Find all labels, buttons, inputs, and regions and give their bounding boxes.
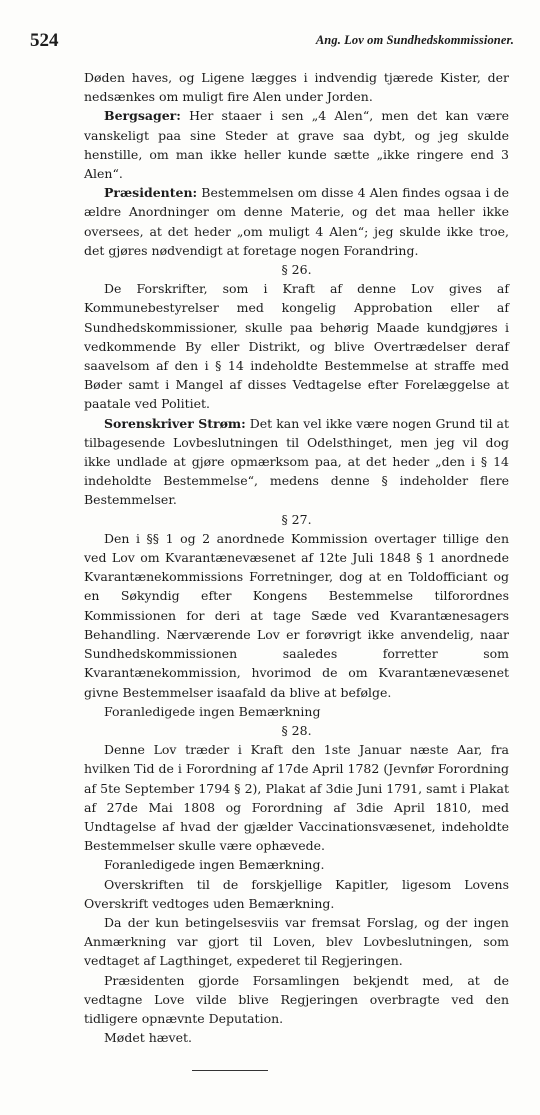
document-body — [84, 68, 509, 1047]
paragraph — [84, 971, 509, 1029]
paragraph-text: Døden haves, og Ligene lægges i indvendig tjærede Kister, der nedsænkes om muligt fire Alen under Jorden. — [84, 70, 509, 105]
paragraph-text: Foranledigede ingen Bemærkning. — [104, 857, 325, 873]
paragraph — [84, 740, 509, 855]
paragraph-text: Da der kun betingelsesviis var fremsat Forslag, og der ingen Anmærkning var gjort til Loven, blev Lovbeslutningen, som vedtaget af Lagthinget, expederet til Regjeringen. — [84, 914, 509, 969]
paragraph-text: Det kan vel ikke være nogen Grund til at tilbagesende Lovbeslutningen til Odelsthinget, men jeg vil dog ikke undlade at gjøre opmærksom paa, at det heder „den i § 14 indeholdte Bestemmelse“, medens denne § indeholder flere Bestemmelser. — [84, 415, 509, 508]
paragraph-text: § 28. — [281, 722, 312, 738]
section-heading — [84, 260, 509, 279]
section-heading — [84, 721, 509, 740]
section-heading — [84, 510, 509, 529]
paragraph-text: Denne Lov træder i Kraft den 1ste Januar næste Aar, fra hvilken Tid de i Forordning af 17de April 1782 (Jevnfør Forordning af 5te September 1794 § 2), Plakat af 3die Juni 1791, samt i Plakat af 27de Mai 1808 og Forordning af 3die April 1810, med Undtagelse af hvad der gjælder Vaccinationsvæsenet, indeholdte Bestemmelser skulle være ophævede. — [84, 742, 509, 854]
paragraph-text: Mødet hævet. — [104, 1030, 192, 1046]
paragraph — [84, 913, 509, 971]
paragraph-text: De Forskrifter, som i Kraft af denne Lov gives af Kommunebestyrelser med kongelig Approbation eller af Sundhedskommissioner, skulle paa behørig Maade kundgjøres i vedkommende By eller Distrikt, og blive Overtrædelser deraf saavelsom af den i § 14 indeholdte Bestemmelse at straffe med Bøder samt i Mangel af disses Vedtagelse efter Forelæggelse at paatale ved Politiet. — [84, 281, 509, 412]
speaker-name: Præsidenten: — [104, 185, 198, 201]
speaker-name: Bergsager: — [104, 108, 181, 124]
paragraph — [84, 183, 509, 260]
paragraph-text: § 26. — [281, 262, 312, 278]
paragraph — [84, 414, 509, 510]
end-rule — [192, 1070, 268, 1071]
paragraph — [84, 279, 509, 413]
paragraph-text: § 27. — [281, 511, 312, 527]
paragraph-text: Foranledigede ingen Bemærkning — [104, 703, 321, 719]
page-header — [30, 30, 514, 54]
paragraph-text: Præsidenten gjorde Forsamlingen bekjendt med, at de vedtagne Love vilde blive Regjeringen overbragte ved den tidligere opnævnte Deputation. — [84, 972, 509, 1026]
paragraph — [84, 702, 509, 721]
paragraph-text: Overskriften til de forskjellige Kapitler, ligesom Lovens Overskrift vedtoges uden Bemærkning. — [84, 876, 509, 911]
running-head: Ang. Lov om Sundhedskommissioner. — [315, 33, 514, 47]
paragraph — [84, 106, 509, 183]
paragraph — [84, 68, 509, 106]
page-number: 524 — [30, 30, 59, 51]
paragraph — [84, 1028, 509, 1047]
paragraph — [84, 529, 509, 702]
paragraph — [84, 855, 509, 874]
speaker-name: Sorenskriver Strøm: — [104, 415, 246, 431]
paragraph — [84, 875, 509, 913]
paragraph-text: Her staaer i sen „4 Alen“, men det kan være vanskeligt paa sine Steder at grave saa dybt, og jeg skulde henstille, om man ikke heller kunde sætte „ikke ringere end 3 Alen“. — [84, 108, 509, 182]
paragraph-text: Bestemmelsen om disse 4 Alen findes ogsaa i de ældre Anordninger om denne Materie, og det maa heller ikke oversees, at det heder „om muligt 4 Alen“; jeg skulde ikke troe, det gjøres nødvendigt at foretage nogen Forandring. — [84, 185, 509, 258]
paragraph-text: Den i §§ 1 og 2 anordnede Kommission overtager tillige den ved Lov om Kvarantænevæsenet af 12te Juli 1848 § 1 anordnede Kvarantænekommissions Forretninger, dog at en Toldofficiant og en Søkyndig efter Kongens Bestemmelse tilforordnes Kommissionen for deri at tage Sæde ved Kvarantænesagers Behandling. Nærværende Lov er forøvrigt ikke anvendelig, naar Sundhedskommissionen saaledes forretter som Kvarantænekommission, hvorimod de om Kvarantænevæsenet givne Bestemmelser isaafald da blive at befølge. — [84, 530, 509, 700]
